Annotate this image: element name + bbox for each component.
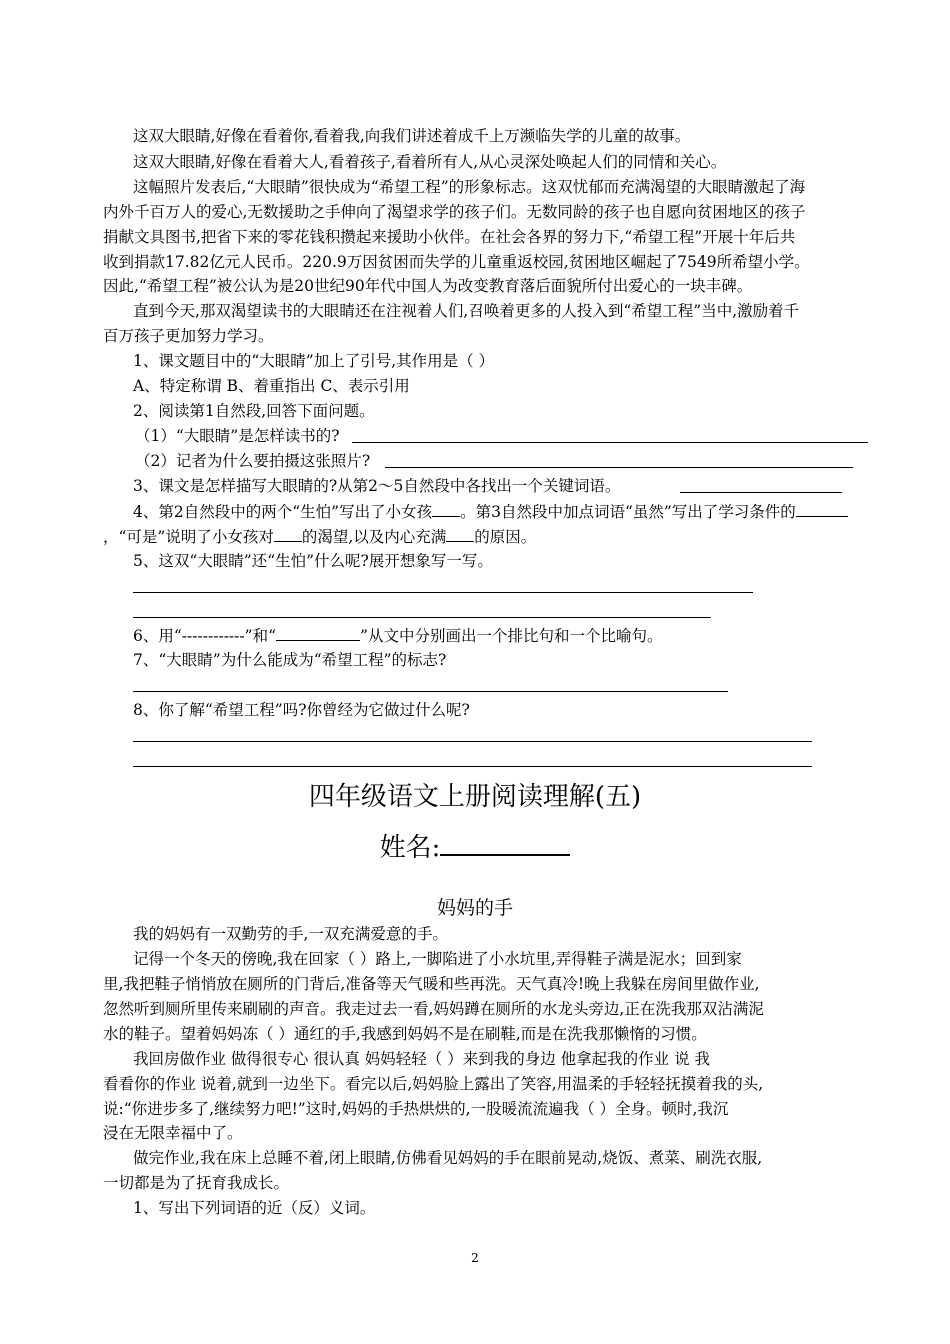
paragraph-line: 这双大眼睛,好像在看着你,看着我,向我们讲述着成千上万濒临失学的儿童的故事。 [133, 127, 691, 145]
story-title: 妈妈的手 [436, 897, 513, 919]
answer-line[interactable] [680, 492, 842, 493]
answer-blank[interactable] [796, 502, 848, 517]
paragraph-line: 收到捐款17.82亿元人民币。220.9万因贫困而失学的儿童重返校园,贫困地区崛起了7549所希望小学。 [103, 253, 810, 271]
answer-line[interactable] [133, 766, 812, 767]
paragraph-line: 看看你的作业 说着,就到一边坐下。看完以后,妈妈脸上露出了笑容,用温柔的手轻轻抚摸着我的头, [103, 1075, 764, 1093]
answer-line[interactable] [385, 467, 853, 468]
answer-blank[interactable] [446, 527, 474, 542]
answer-blank[interactable] [432, 502, 460, 517]
question-5: 5、这双“大眼睛”还“生怕”什么呢?展开想象写一写。 [133, 552, 493, 570]
question-4-text: 。第3自然段中加点词语“虽然”写出了学习条件的 [460, 503, 796, 521]
question-6-text: ”和“ [244, 627, 277, 645]
page-number: 2 [471, 1251, 479, 1265]
question-4-text: ，“可是”说明了小女孩对 [103, 528, 274, 546]
question-2: 2、阅读第1自然段,回答下面问题。 [133, 402, 375, 420]
answer-line[interactable] [133, 617, 711, 618]
answer-line[interactable] [133, 691, 728, 692]
paragraph-line: 因此,“希望工程”被公认为是20世纪90年代中国人为改变教育落后面貌所付出爱心的一块丰碑。 [103, 277, 753, 295]
name-input-line[interactable] [440, 830, 570, 856]
paragraph-line: 说:“你进步多了,继续努力吧!”这时,妈妈的手热烘烘的,一股暖流流遍我（ ）全身。顿时,我沉 [103, 1100, 729, 1118]
question-4-text: 的渴望,以及内心充满 [301, 528, 447, 546]
paragraph-line: 我的妈妈有一双勤劳的手,一双充满爱意的手。 [133, 925, 448, 943]
question-6-text: 6、用“ [133, 627, 182, 645]
question-4-line-1 [133, 502, 848, 521]
paragraph-line: 我回房做作业 做得很专心 很认真 妈妈轻轻（ ）来到我的身边 他拿起我的作业 说 我 [133, 1050, 710, 1068]
paragraph-line: 记得一个冬天的傍晚,我在回家（ ）路上,一脚陷进了小水坑里,弄得鞋子满是泥水；回到家 [133, 950, 742, 968]
paragraph-line: 捐献文具图书,把省下来的零花钱积攒起来援助小伙伴。在社会各界的努力下,“希望工程”开展十年后共 [103, 228, 796, 246]
answer-line[interactable] [352, 442, 868, 443]
paragraph-line: 做完作业,我在床上总睡不着,闭上眼睛,仿佛看见妈妈的手在眼前晃动,烧饭、煮菜、刷洗衣服, [133, 1149, 763, 1167]
dashed-line-sample: ------------ [181, 627, 245, 645]
question-4-text: 4、第2自然段中的两个“生怕”写出了小女孩 [133, 503, 433, 521]
question-4-line-2 [103, 527, 536, 546]
question-2-1: （1）“大眼睛”是怎样读书的? [135, 427, 340, 445]
paragraph-line: 忽然听到厕所里传来刷刷的声音。我走过去一看,妈妈蹲在厕所的水龙头旁边,正在洗我那双沾满泥 [103, 1000, 764, 1018]
question-4-text: 的原因。 [474, 528, 537, 546]
paragraph-line: 这幅照片发表后,“大眼睛”很快成为“希望工程”的形象标志。这双忧郁而充满渴望的大眼睛激起了海 [133, 178, 806, 196]
paragraph-line: 浸在无限幸福中了。 [103, 1124, 243, 1142]
name-label: 姓名: [379, 833, 441, 863]
answer-blank[interactable] [274, 527, 302, 542]
question-3: 3、课文是怎样描写大眼睛的?从第2～5自然段中各找出一个关键词语。 [133, 477, 621, 495]
question-1: 1、课文题目中的“大眼睛”加上了引号,其作用是（ ） [133, 352, 495, 370]
question-8: 8、你了解“希望工程”吗?你曾经为它做过什么呢? [133, 701, 470, 719]
paragraph-line: 百万孩子更加努力学习。 [103, 327, 274, 345]
paragraph-line: 里,我把鞋子悄悄放在厕所的门背后,准备等天气暖和些再洗。天气真冷!晚上我躲在房间里做作业, [103, 975, 760, 993]
question-2-2: （2）记者为什么要拍摄这张照片? [135, 452, 371, 470]
question-6-text: ”从文中分别画出一个排比句和一个比喻句。 [360, 627, 663, 645]
paragraph-line: 一切都是为了抚育我成长。 [103, 1174, 290, 1192]
question-1-options: A、特定称谓 B、着重指出 C、表示引用 [133, 377, 410, 395]
paragraph-line: 内外千百万人的爱心,无数援助之手伸向了渴望求学的孩子们。无数同龄的孩子也自愿向贫困地区的孩子 [103, 203, 806, 221]
paragraph-line: 直到今天,那双渴望读书的大眼睛还在注视着人们,召唤着更多的人投入到“希望工程”当中,激励着千 [133, 302, 800, 320]
question-6 [133, 626, 662, 645]
question-7: 7、“大眼睛”为什么能成为“希望工程”的标志? [133, 651, 447, 669]
section-title: 四年级语文上册阅读理解(五) [308, 782, 642, 812]
paragraph-line: 这双大眼睛,好像在看着大人,看着孩子,看着所有人,从心灵深处唤起人们的同情和关心。 [133, 153, 727, 171]
underline-sample [276, 626, 360, 641]
answer-line[interactable] [133, 592, 753, 593]
name-field [0, 830, 950, 863]
paragraph-line: 水的鞋子。望着妈妈冻（ ）通红的手,我感到妈妈不是在刷鞋,而是在洗我那懒惰的习惯。 [103, 1025, 707, 1043]
question-2-1-synonyms: 1、写出下列词语的近（反）义词。 [133, 1199, 376, 1217]
answer-line[interactable] [133, 741, 812, 742]
